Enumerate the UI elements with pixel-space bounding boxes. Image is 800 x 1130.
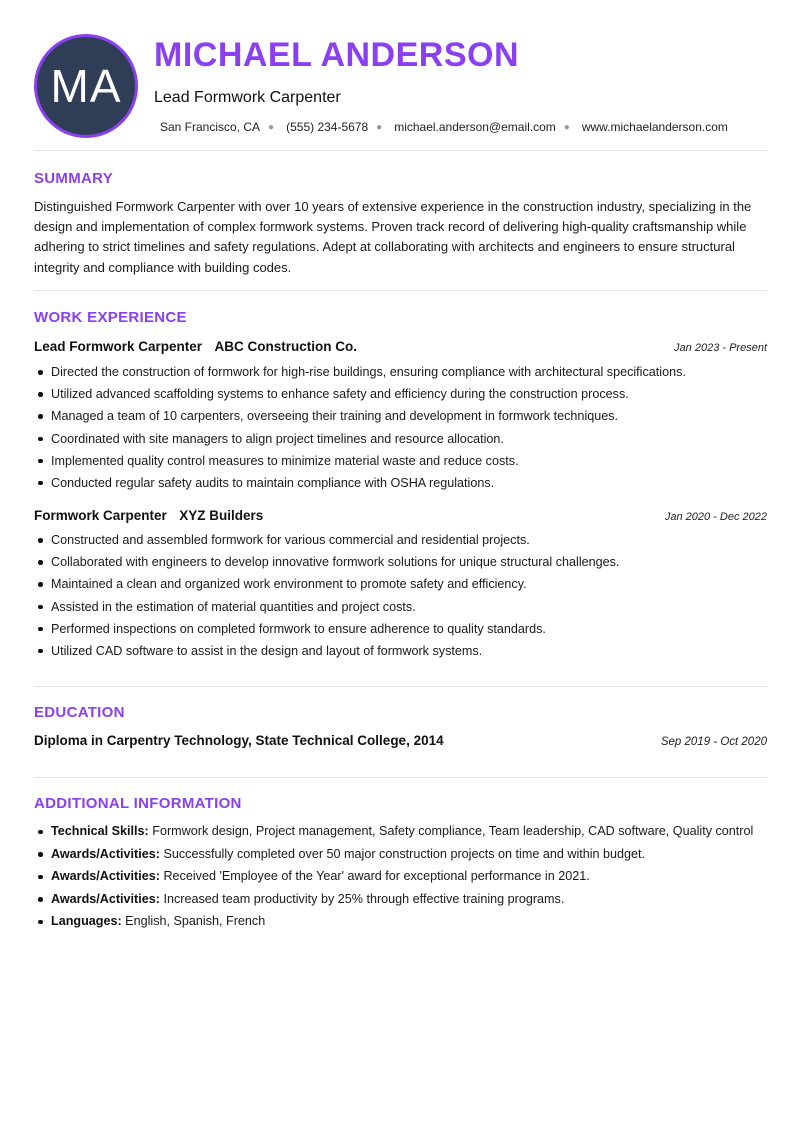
list-item — [34, 845, 767, 864]
list-item: Directed the construction of formwork for high-rise buildings, ensuring compliance with architectural specifications. — [34, 363, 767, 385]
education-entry — [34, 733, 767, 748]
list-item — [34, 867, 767, 886]
item-text: Increased team productivity by 25% through effective training programs. — [159, 891, 565, 906]
list-item: Assisted in the estimation of material quantities and project costs. — [34, 598, 767, 620]
job-company: ABC Construction Co. — [214, 339, 357, 354]
item-label: Awards/Activities: — [51, 891, 160, 906]
item-text: Successfully completed over 50 major construction projects on time and within budget. — [159, 846, 646, 861]
section-title-experience: WORK EXPERIENCE — [34, 309, 187, 326]
list-item: Utilized CAD software to assist in the design and layout of formwork systems. — [34, 642, 767, 664]
contact-email[interactable]: michael.anderson@email.com — [394, 120, 556, 134]
contact-website[interactable]: www.michaelanderson.com — [581, 120, 728, 134]
item-label: Languages: — [51, 914, 122, 928]
list-item: Collaborated with engineers to develop innovative formwork solutions for unique structural challenges. — [34, 553, 767, 575]
candidate-role: Lead Formwork Carpenter — [154, 89, 341, 106]
list-item: Implemented quality control measures to minimize material waste and reduce costs. — [34, 452, 767, 474]
job-title-group — [34, 507, 263, 525]
list-item: Managed a team of 10 carpenters, overseeing their training and development in formwork techniques. — [34, 407, 767, 429]
item-label: Awards/Activities: — [51, 869, 160, 883]
section-title-summary: SUMMARY — [34, 170, 114, 187]
item-text: Formwork design, Project management, Safety compliance, Team leadership, CAD software, Quality control — [148, 824, 754, 838]
contact-bar — [160, 120, 728, 134]
job-bullets — [34, 531, 767, 664]
list-item: Utilized advanced scaffolding systems to enhance safety and efficiency during the construction process. — [34, 385, 767, 407]
list-item — [34, 890, 767, 909]
job-dates: Jan 2020 - Dec 2022 — [664, 511, 767, 523]
dot-separator-icon: ● — [563, 121, 570, 133]
job-bullets — [34, 363, 767, 496]
job-title-group — [34, 338, 357, 356]
item-label: Technical Skills: — [51, 824, 149, 838]
list-item: Coordinated with site managers to align project timelines and resource allocation. — [34, 430, 767, 452]
list-item: Conducted regular safety audits to maintain compliance with OSHA regulations. — [34, 474, 767, 496]
section-title-education: EDUCATION — [34, 704, 125, 721]
list-item: Constructed and assembled formwork for various commercial and residential projects. — [34, 531, 767, 553]
item-text: English, Spanish, French — [121, 914, 266, 928]
divider — [34, 290, 767, 291]
list-item — [34, 822, 767, 841]
summary-text: Distinguished Formwork Carpenter with over 10 years of extensive experience in the construction industry, specializing in the design and implementation of complex formwork systems. Proven track record of delivering high-quality craftsmanship while adhering to strict timelines and safety regulations. Adept at collaborating with architects and engineers to ensure structural integrity and compliance with building codes. — [34, 199, 752, 275]
contact-location: San Francisco, CA — [160, 120, 261, 134]
list-item: Performed inspections on completed formwork to ensure adherence to quality standards. — [34, 620, 767, 642]
education-degree: Diploma in Carpentry Technology, State Technical College, 2014 — [34, 733, 444, 748]
contact-phone: (555) 234-5678 — [286, 120, 369, 134]
job-header — [34, 338, 767, 356]
section-title-additional: ADDITIONAL INFORMATION — [34, 795, 242, 812]
job-title: Formwork Carpenter — [34, 508, 167, 523]
job-title: Lead Formwork Carpenter — [34, 339, 203, 354]
avatar-initials: MA — [50, 60, 122, 112]
avatar — [34, 34, 138, 138]
candidate-name: MICHAEL ANDERSON — [154, 36, 520, 74]
education-dates: Sep 2019 - Oct 2020 — [660, 736, 767, 748]
divider — [34, 150, 767, 151]
additional-info-list — [34, 822, 767, 935]
list-item: Maintained a clean and organized work environment to promote safety and efficiency. — [34, 575, 767, 597]
job-dates: Jan 2023 - Present — [674, 342, 767, 354]
item-text: Received 'Employee of the Year' award for exceptional performance in 2021. — [159, 869, 590, 883]
dot-separator-icon: ● — [376, 121, 383, 133]
divider — [34, 777, 767, 778]
job-header — [34, 507, 767, 525]
list-item — [34, 912, 767, 931]
item-label: Awards/Activities: — [51, 846, 160, 861]
job-company: XYZ Builders — [179, 508, 264, 523]
divider — [34, 686, 767, 687]
dot-separator-icon: ● — [268, 121, 275, 133]
